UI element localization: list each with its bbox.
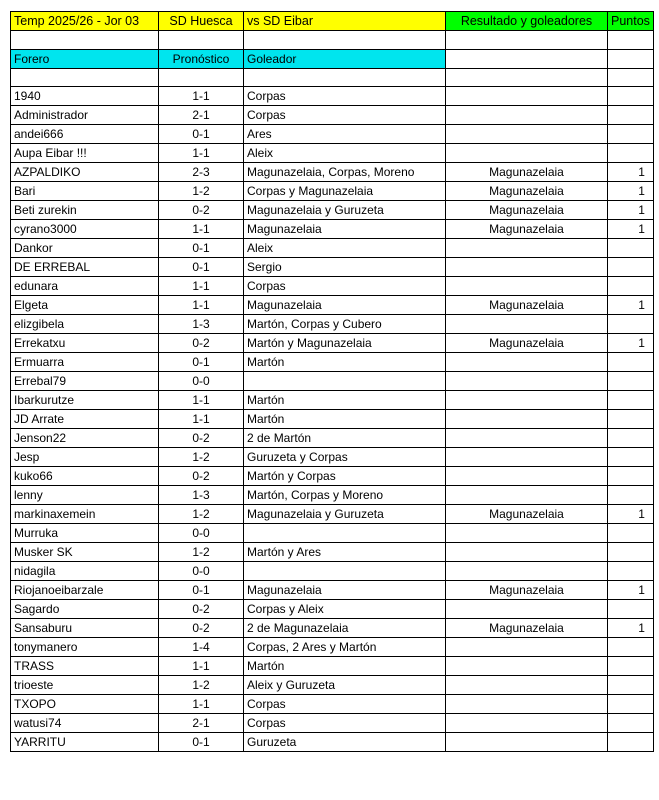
pronostico-header: Pronóstico bbox=[159, 49, 244, 68]
forero-cell: kuko66 bbox=[11, 467, 159, 486]
pronostico-cell: 1-2 bbox=[159, 543, 244, 562]
resultado-cell bbox=[446, 353, 608, 372]
resultado-cell bbox=[446, 410, 608, 429]
pronostico-cell: 0-2 bbox=[159, 334, 244, 353]
table-row bbox=[11, 182, 654, 201]
pronostico-cell: 0-2 bbox=[159, 600, 244, 619]
spacer-row bbox=[11, 68, 654, 87]
pronostico-cell: 1-1 bbox=[159, 277, 244, 296]
pronostico-cell: 2-3 bbox=[159, 163, 244, 182]
goleador-cell: Sergio bbox=[244, 258, 446, 277]
forero-cell: Jenson22 bbox=[11, 429, 159, 448]
table-row bbox=[11, 125, 654, 144]
goleador-cell bbox=[244, 562, 446, 581]
pronostico-cell: 0-1 bbox=[159, 125, 244, 144]
pronostico-cell: 0-0 bbox=[159, 562, 244, 581]
pronostico-cell: 0-1 bbox=[159, 239, 244, 258]
resultado-cell: Magunazelaia bbox=[446, 619, 608, 638]
pronostico-cell: 1-1 bbox=[159, 410, 244, 429]
pronostico-cell: 1-2 bbox=[159, 505, 244, 524]
puntos-cell: 1 bbox=[608, 296, 654, 315]
table-row bbox=[11, 372, 654, 391]
table-row bbox=[11, 733, 654, 752]
puntos-cell bbox=[608, 714, 654, 733]
season-cell: Temp 2025/26 - Jor 03 bbox=[11, 12, 159, 31]
puntos-cell: 1 bbox=[608, 334, 654, 353]
table-row bbox=[11, 543, 654, 562]
goleador-header: Goleador bbox=[244, 49, 446, 68]
forero-cell: TRASS bbox=[11, 657, 159, 676]
forero-cell: JD Arrate bbox=[11, 410, 159, 429]
forero-cell: Errekatxu bbox=[11, 334, 159, 353]
table-row bbox=[11, 258, 654, 277]
away-team-cell: vs SD Eibar bbox=[244, 12, 446, 31]
goleador-cell: Guruzeta bbox=[244, 733, 446, 752]
resultado-cell: Magunazelaia bbox=[446, 201, 608, 220]
goleador-cell: Corpas y Aleix bbox=[244, 600, 446, 619]
pronostico-cell: 2-1 bbox=[159, 106, 244, 125]
goleador-cell: Martón y Ares bbox=[244, 543, 446, 562]
forero-cell: elizgibela bbox=[11, 315, 159, 334]
goleador-cell: Corpas bbox=[244, 277, 446, 296]
table-row bbox=[11, 448, 654, 467]
puntos-cell bbox=[608, 695, 654, 714]
goleador-cell: Aleix bbox=[244, 144, 446, 163]
resultado-cell bbox=[446, 638, 608, 657]
puntos-cell: 1 bbox=[608, 505, 654, 524]
table-row bbox=[11, 239, 654, 258]
resultado-cell bbox=[446, 106, 608, 125]
forero-cell: Bari bbox=[11, 182, 159, 201]
table-row bbox=[11, 410, 654, 429]
resultado-cell: Magunazelaia bbox=[446, 163, 608, 182]
goleador-cell: Corpas, 2 Ares y Martón bbox=[244, 638, 446, 657]
forero-cell: Ermuarra bbox=[11, 353, 159, 372]
resultado-cell bbox=[446, 733, 608, 752]
goleador-cell: 2 de Magunazelaia bbox=[244, 619, 446, 638]
resultado-cell bbox=[446, 448, 608, 467]
pronostico-cell: 1-1 bbox=[159, 220, 244, 239]
pronostico-cell: 0-2 bbox=[159, 201, 244, 220]
forero-cell: DE ERREBAL bbox=[11, 258, 159, 277]
spacer-row bbox=[11, 31, 654, 50]
forero-cell: YARRITU bbox=[11, 733, 159, 752]
table-row bbox=[11, 87, 654, 106]
goleador-cell: Martón y Magunazelaia bbox=[244, 334, 446, 353]
column-header-row bbox=[11, 49, 654, 68]
table-row bbox=[11, 638, 654, 657]
goleador-cell: Martón, Corpas y Cubero bbox=[244, 315, 446, 334]
forero-cell: trioeste bbox=[11, 676, 159, 695]
resultado-cell bbox=[446, 239, 608, 258]
puntos-cell bbox=[608, 448, 654, 467]
pronostico-cell: 2-1 bbox=[159, 714, 244, 733]
forero-cell: Sansaburu bbox=[11, 619, 159, 638]
goleador-cell: Martón bbox=[244, 391, 446, 410]
pronostico-cell: 1-1 bbox=[159, 391, 244, 410]
goleador-cell: Magunazelaia bbox=[244, 220, 446, 239]
puntos-cell bbox=[608, 277, 654, 296]
puntos-cell bbox=[608, 391, 654, 410]
resultado-cell bbox=[446, 467, 608, 486]
puntos-cell bbox=[608, 258, 654, 277]
forero-cell: Riojanoeibarzale bbox=[11, 581, 159, 600]
resultado-cell bbox=[446, 258, 608, 277]
table-row bbox=[11, 524, 654, 543]
resultado-cell bbox=[446, 277, 608, 296]
table-row bbox=[11, 220, 654, 239]
forero-cell: Elgeta bbox=[11, 296, 159, 315]
resultado-cell: Magunazelaia bbox=[446, 334, 608, 353]
goleador-cell: Corpas bbox=[244, 106, 446, 125]
table-row bbox=[11, 505, 654, 524]
goleador-cell: 2 de Martón bbox=[244, 429, 446, 448]
puntos-cell bbox=[608, 353, 654, 372]
table-row bbox=[11, 486, 654, 505]
forero-header: Forero bbox=[11, 49, 159, 68]
puntos-cell: 1 bbox=[608, 220, 654, 239]
table-row bbox=[11, 353, 654, 372]
resultado-cell bbox=[446, 695, 608, 714]
table-row bbox=[11, 467, 654, 486]
pronostico-cell: 0-1 bbox=[159, 581, 244, 600]
puntos-cell bbox=[608, 733, 654, 752]
resultado-cell bbox=[446, 391, 608, 410]
forero-cell: cyrano3000 bbox=[11, 220, 159, 239]
pronostico-cell: 1-1 bbox=[159, 657, 244, 676]
forero-cell: Errebal79 bbox=[11, 372, 159, 391]
puntos-cell: 1 bbox=[608, 619, 654, 638]
pronostico-cell: 0-1 bbox=[159, 258, 244, 277]
pronostico-cell: 1-1 bbox=[159, 144, 244, 163]
pronostico-cell: 1-2 bbox=[159, 448, 244, 467]
forero-cell: Aupa Eibar !!! bbox=[11, 144, 159, 163]
pronostico-cell: 0-2 bbox=[159, 467, 244, 486]
forero-cell: Jesp bbox=[11, 448, 159, 467]
pronostico-cell: 1-3 bbox=[159, 486, 244, 505]
puntos-cell bbox=[608, 372, 654, 391]
table-row bbox=[11, 695, 654, 714]
resultado-cell bbox=[446, 524, 608, 543]
points-header-cell: Puntos bbox=[608, 12, 654, 31]
puntos-cell bbox=[608, 429, 654, 448]
resultado-cell: Magunazelaia bbox=[446, 296, 608, 315]
puntos-cell bbox=[608, 410, 654, 429]
prediction-table bbox=[10, 11, 654, 752]
table-row bbox=[11, 676, 654, 695]
forero-cell: markinaxemein bbox=[11, 505, 159, 524]
resultado-cell bbox=[446, 657, 608, 676]
forero-cell: AZPALDIKO bbox=[11, 163, 159, 182]
table-row bbox=[11, 429, 654, 448]
puntos-cell bbox=[608, 543, 654, 562]
puntos-cell: 1 bbox=[608, 581, 654, 600]
goleador-cell: Martón, Corpas y Moreno bbox=[244, 486, 446, 505]
puntos-cell: 1 bbox=[608, 182, 654, 201]
forero-cell: lenny bbox=[11, 486, 159, 505]
forero-cell: Musker SK bbox=[11, 543, 159, 562]
resultado-cell bbox=[446, 676, 608, 695]
goleador-cell bbox=[244, 372, 446, 391]
pronostico-cell: 1-2 bbox=[159, 182, 244, 201]
forero-cell: Sagardo bbox=[11, 600, 159, 619]
goleador-cell: Magunazelaia bbox=[244, 296, 446, 315]
puntos-cell bbox=[608, 676, 654, 695]
goleador-cell: Martón bbox=[244, 657, 446, 676]
resultado-cell bbox=[446, 372, 608, 391]
goleador-cell: Aleix bbox=[244, 239, 446, 258]
table-row bbox=[11, 714, 654, 733]
forero-cell: nidagila bbox=[11, 562, 159, 581]
resultado-cell: Magunazelaia bbox=[446, 505, 608, 524]
goleador-cell: Magunazelaia y Guruzeta bbox=[244, 201, 446, 220]
puntos-cell bbox=[608, 562, 654, 581]
table-row bbox=[11, 334, 654, 353]
goleador-cell: Corpas bbox=[244, 695, 446, 714]
table-row bbox=[11, 619, 654, 638]
pronostico-cell: 0-2 bbox=[159, 429, 244, 448]
goleador-cell: Magunazelaia, Corpas, Moreno bbox=[244, 163, 446, 182]
resultado-cell bbox=[446, 315, 608, 334]
resultado-cell: Magunazelaia bbox=[446, 220, 608, 239]
puntos-cell: 1 bbox=[608, 163, 654, 182]
pronostico-cell: 0-1 bbox=[159, 353, 244, 372]
puntos-cell bbox=[608, 638, 654, 657]
resultado-cell bbox=[446, 714, 608, 733]
goleador-cell: Corpas bbox=[244, 714, 446, 733]
goleador-cell: Aleix y Guruzeta bbox=[244, 676, 446, 695]
goleador-cell: Magunazelaia bbox=[244, 581, 446, 600]
puntos-cell bbox=[608, 87, 654, 106]
pronostico-cell: 0-0 bbox=[159, 372, 244, 391]
pronostico-cell: 0-2 bbox=[159, 619, 244, 638]
goleador-cell: Corpas bbox=[244, 87, 446, 106]
pronostico-cell: 1-4 bbox=[159, 638, 244, 657]
pronostico-cell: 1-2 bbox=[159, 676, 244, 695]
puntos-cell bbox=[608, 486, 654, 505]
goleador-cell: Ares bbox=[244, 125, 446, 144]
table-row bbox=[11, 277, 654, 296]
table-row bbox=[11, 581, 654, 600]
forero-cell: Murruka bbox=[11, 524, 159, 543]
goleador-cell bbox=[244, 524, 446, 543]
resultado-cell: Magunazelaia bbox=[446, 581, 608, 600]
resultado-cell bbox=[446, 144, 608, 163]
result-header-cell: Resultado y goleadores bbox=[446, 12, 608, 31]
table-row bbox=[11, 657, 654, 676]
forero-cell: TXOPO bbox=[11, 695, 159, 714]
resultado-cell bbox=[446, 486, 608, 505]
forero-cell: tonymanero bbox=[11, 638, 159, 657]
table-row bbox=[11, 201, 654, 220]
table-row bbox=[11, 391, 654, 410]
home-team-cell: SD Huesca bbox=[159, 12, 244, 31]
puntos-cell bbox=[608, 524, 654, 543]
puntos-cell bbox=[608, 125, 654, 144]
pronostico-cell: 1-3 bbox=[159, 315, 244, 334]
puntos-cell bbox=[608, 106, 654, 125]
table-row bbox=[11, 296, 654, 315]
puntos-cell bbox=[608, 467, 654, 486]
table-row bbox=[11, 600, 654, 619]
goleador-cell: Corpas y Magunazelaia bbox=[244, 182, 446, 201]
forero-cell: Dankor bbox=[11, 239, 159, 258]
forero-cell: edunara bbox=[11, 277, 159, 296]
table-row bbox=[11, 315, 654, 334]
goleador-cell: Magunazelaia y Guruzeta bbox=[244, 505, 446, 524]
table-row bbox=[11, 144, 654, 163]
resultado-cell bbox=[446, 87, 608, 106]
puntos-cell bbox=[608, 144, 654, 163]
table-row bbox=[11, 163, 654, 182]
resultado-cell: Magunazelaia bbox=[446, 182, 608, 201]
puntos-cell bbox=[608, 600, 654, 619]
goleador-cell: Martón y Corpas bbox=[244, 467, 446, 486]
goleador-cell: Martón bbox=[244, 410, 446, 429]
goleador-cell: Guruzeta y Corpas bbox=[244, 448, 446, 467]
pronostico-cell: 1-1 bbox=[159, 296, 244, 315]
resultado-cell bbox=[446, 543, 608, 562]
puntos-cell bbox=[608, 657, 654, 676]
forero-cell: Ibarkurutze bbox=[11, 391, 159, 410]
puntos-cell bbox=[608, 239, 654, 258]
puntos-cell bbox=[608, 315, 654, 334]
resultado-cell bbox=[446, 125, 608, 144]
forero-cell: Beti zurekin bbox=[11, 201, 159, 220]
resultado-cell bbox=[446, 600, 608, 619]
puntos-cell: 1 bbox=[608, 201, 654, 220]
pronostico-cell: 0-1 bbox=[159, 733, 244, 752]
forero-cell: Administrador bbox=[11, 106, 159, 125]
forero-cell: 1940 bbox=[11, 87, 159, 106]
pronostico-cell: 0-0 bbox=[159, 524, 244, 543]
resultado-cell bbox=[446, 562, 608, 581]
forero-cell: watusi74 bbox=[11, 714, 159, 733]
forero-cell: andei666 bbox=[11, 125, 159, 144]
pronostico-cell: 1-1 bbox=[159, 87, 244, 106]
resultado-cell bbox=[446, 429, 608, 448]
goleador-cell: Martón bbox=[244, 353, 446, 372]
table-row bbox=[11, 562, 654, 581]
pronostico-cell: 1-1 bbox=[159, 695, 244, 714]
header-row bbox=[11, 12, 654, 31]
table-row bbox=[11, 106, 654, 125]
